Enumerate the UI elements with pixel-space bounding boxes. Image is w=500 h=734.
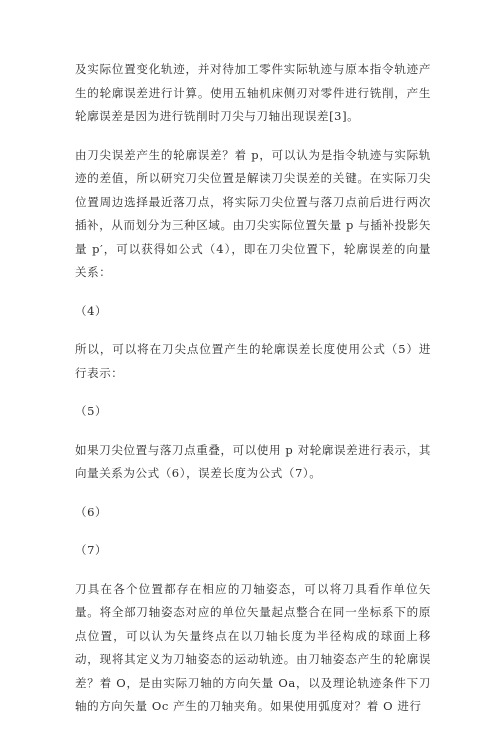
paragraph-error-length: 所以，可以将在刀尖点位置产生的轮廓误差长度使用公式（5）进行表示： [75, 342, 431, 380]
paragraph-overlap-case: 如果刀尖位置与落刀点重叠，可以使用 p 对轮廓误差进行表示，其向量关系为公式（6），误差长度为公式（7）。 [75, 442, 431, 480]
equation-7-label: （7） [75, 543, 108, 557]
equation-6-label: （6） [75, 504, 108, 519]
paragraph-tool-axis: 刀具在各个位置都存在相应的刀轴姿态，可以将刀具看作单位矢量。将全部刀轴姿态对应的单位矢量起点整合在同一坐标系下的原点位置，可以认为矢量终点在以刀轴长度为半径构成的球面上移动，现将其定义为刀轴姿态的运动轨迹。由刀轴姿态产生的轮廓误差？着 O，是由实际刀轴的方向矢量 Oa，以及理论轨迹条件下刀轴的方向矢量 Oc 产生的刀轴夹角。如果使用弧度对？着 O 进行 [75, 581, 431, 713]
equation-5-label: （5） [75, 404, 108, 418]
equation-4-label: （4） [75, 303, 108, 318]
paragraph-tip-error: 由刀尖误差产生的轮廓误差？着 p，可以认为是指令轨迹与实际轨迹的差值，所以研究刀尖位置是解读刀尖误差的关键。在实际刀尖位置周边选择最近落刀点，将实际刀尖位置与落刀点前后进行两次插补，从而划分为三种区域。由刀尖实际位置矢量 p 与插补投影矢量 p′，可以获得如公式（4），即在刀尖位置下，轮廓误差的向量关系： [75, 147, 431, 279]
paragraph-trajectory-intro: 及实际位置变化轨迹，并对待加工零件实际轨迹与原本指令轨迹产生的轮廓误差进行计算。使用五轴机床侧刃对零件进行铣削，产生轮廓误差是因为进行铣削时刀尖与刀轴出现误差[3]。 [75, 62, 431, 123]
document-body [75, 58, 431, 734]
